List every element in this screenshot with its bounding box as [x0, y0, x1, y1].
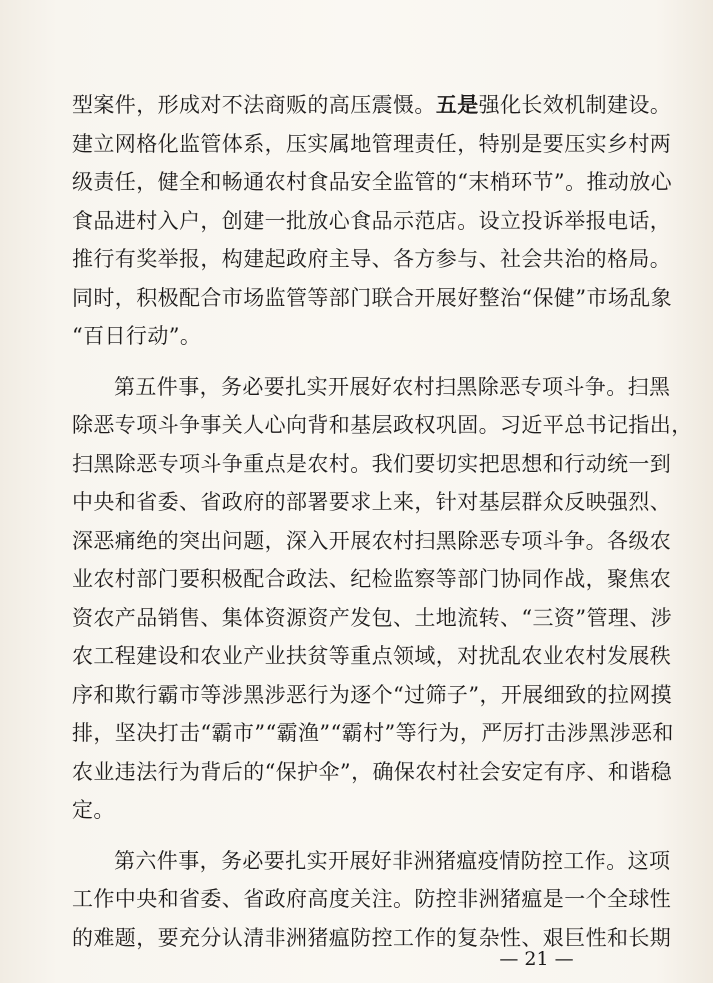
text-line: [72, 86, 672, 125]
page-number: [0, 948, 713, 970]
text-segment: 强化长效机制建设。: [478, 93, 672, 117]
bold-keyword: 五是: [435, 92, 479, 117]
text-line: 工作中央和省委、省政府高度关注。防控非洲猪瘟是一个全球性: [72, 887, 672, 911]
paragraph-first-line: 第六件事，务必要扎实开展好非洲猪瘟疫情防控工作。这项: [114, 848, 671, 873]
text-line: 序和欺行霸市等涉黑涉恶行为逐个“过筛子”，开展细致的拉网摸: [72, 682, 673, 707]
text-line: 级责任，健全和畅通农村食品安全监管的“末梢环节”。推动放心: [72, 170, 673, 194]
text-line: 同时，积极配合市场监管等部门联合开展好整治“保健”市场乱象: [72, 285, 673, 310]
text-line: 的难题，要充分认清非洲猪瘟防控工作的复杂性、艰巨性和长期: [72, 925, 672, 950]
text-line: 资农产品销售、集体资源资产发包、土地流转、“三资”管理、涉: [72, 605, 673, 630]
text-line: 中央和省委、省政府的部署要求上来，针对基层群众反映强烈、: [72, 490, 672, 514]
paragraph-first-line: 第五件事，务必要扎实开展好农村扫黑除恶专项斗争。扫黑: [114, 374, 671, 399]
text-line: 扫黑除恶专项斗争重点是农村。我们要切实把思想和行动统一到: [72, 451, 672, 476]
text-line: 深恶痛绝的突出问题，深入开展农村扫黑除恶专项斗争。各级农: [72, 528, 672, 553]
text-line: 农工程建设和农业产业扶贫等重点领域，对扰乱农业农村发展秩: [72, 644, 672, 668]
text-line: 农业违法行为背后的“保护伞”，确保农村社会安定有序、和谐稳: [72, 759, 673, 784]
text-line: 推行有奖举报，构建起政府主导、各方参与、社会共治的格局。: [72, 247, 672, 271]
text-line: 除恶专项斗争事关人心向背和基层政权巩固。习近平总书记指出，: [72, 413, 693, 437]
text-line: 建立网格化监管体系，压实属地管理责任，特别是要压实乡村两: [72, 131, 672, 156]
text-line: 排，坚决打击“霸市”“霸渔”“霸村”等行为，严厉打击涉黑涉恶和: [72, 721, 674, 745]
text-line: 业农村部门要积极配合政法、纪检监察等部门协同作战，聚焦农: [72, 567, 672, 591]
body-text: [72, 86, 693, 957]
text-line: 食品进村入户，创建一批放心食品示范店。设立投诉举报电话，: [72, 208, 672, 233]
text-line: 定。: [72, 798, 115, 822]
page-number-text: — 21 —: [499, 948, 574, 970]
text-line: “百日行动”。: [72, 324, 202, 348]
text-segment: 型案件，形成对不法商贩的高压震慑。: [72, 93, 436, 117]
